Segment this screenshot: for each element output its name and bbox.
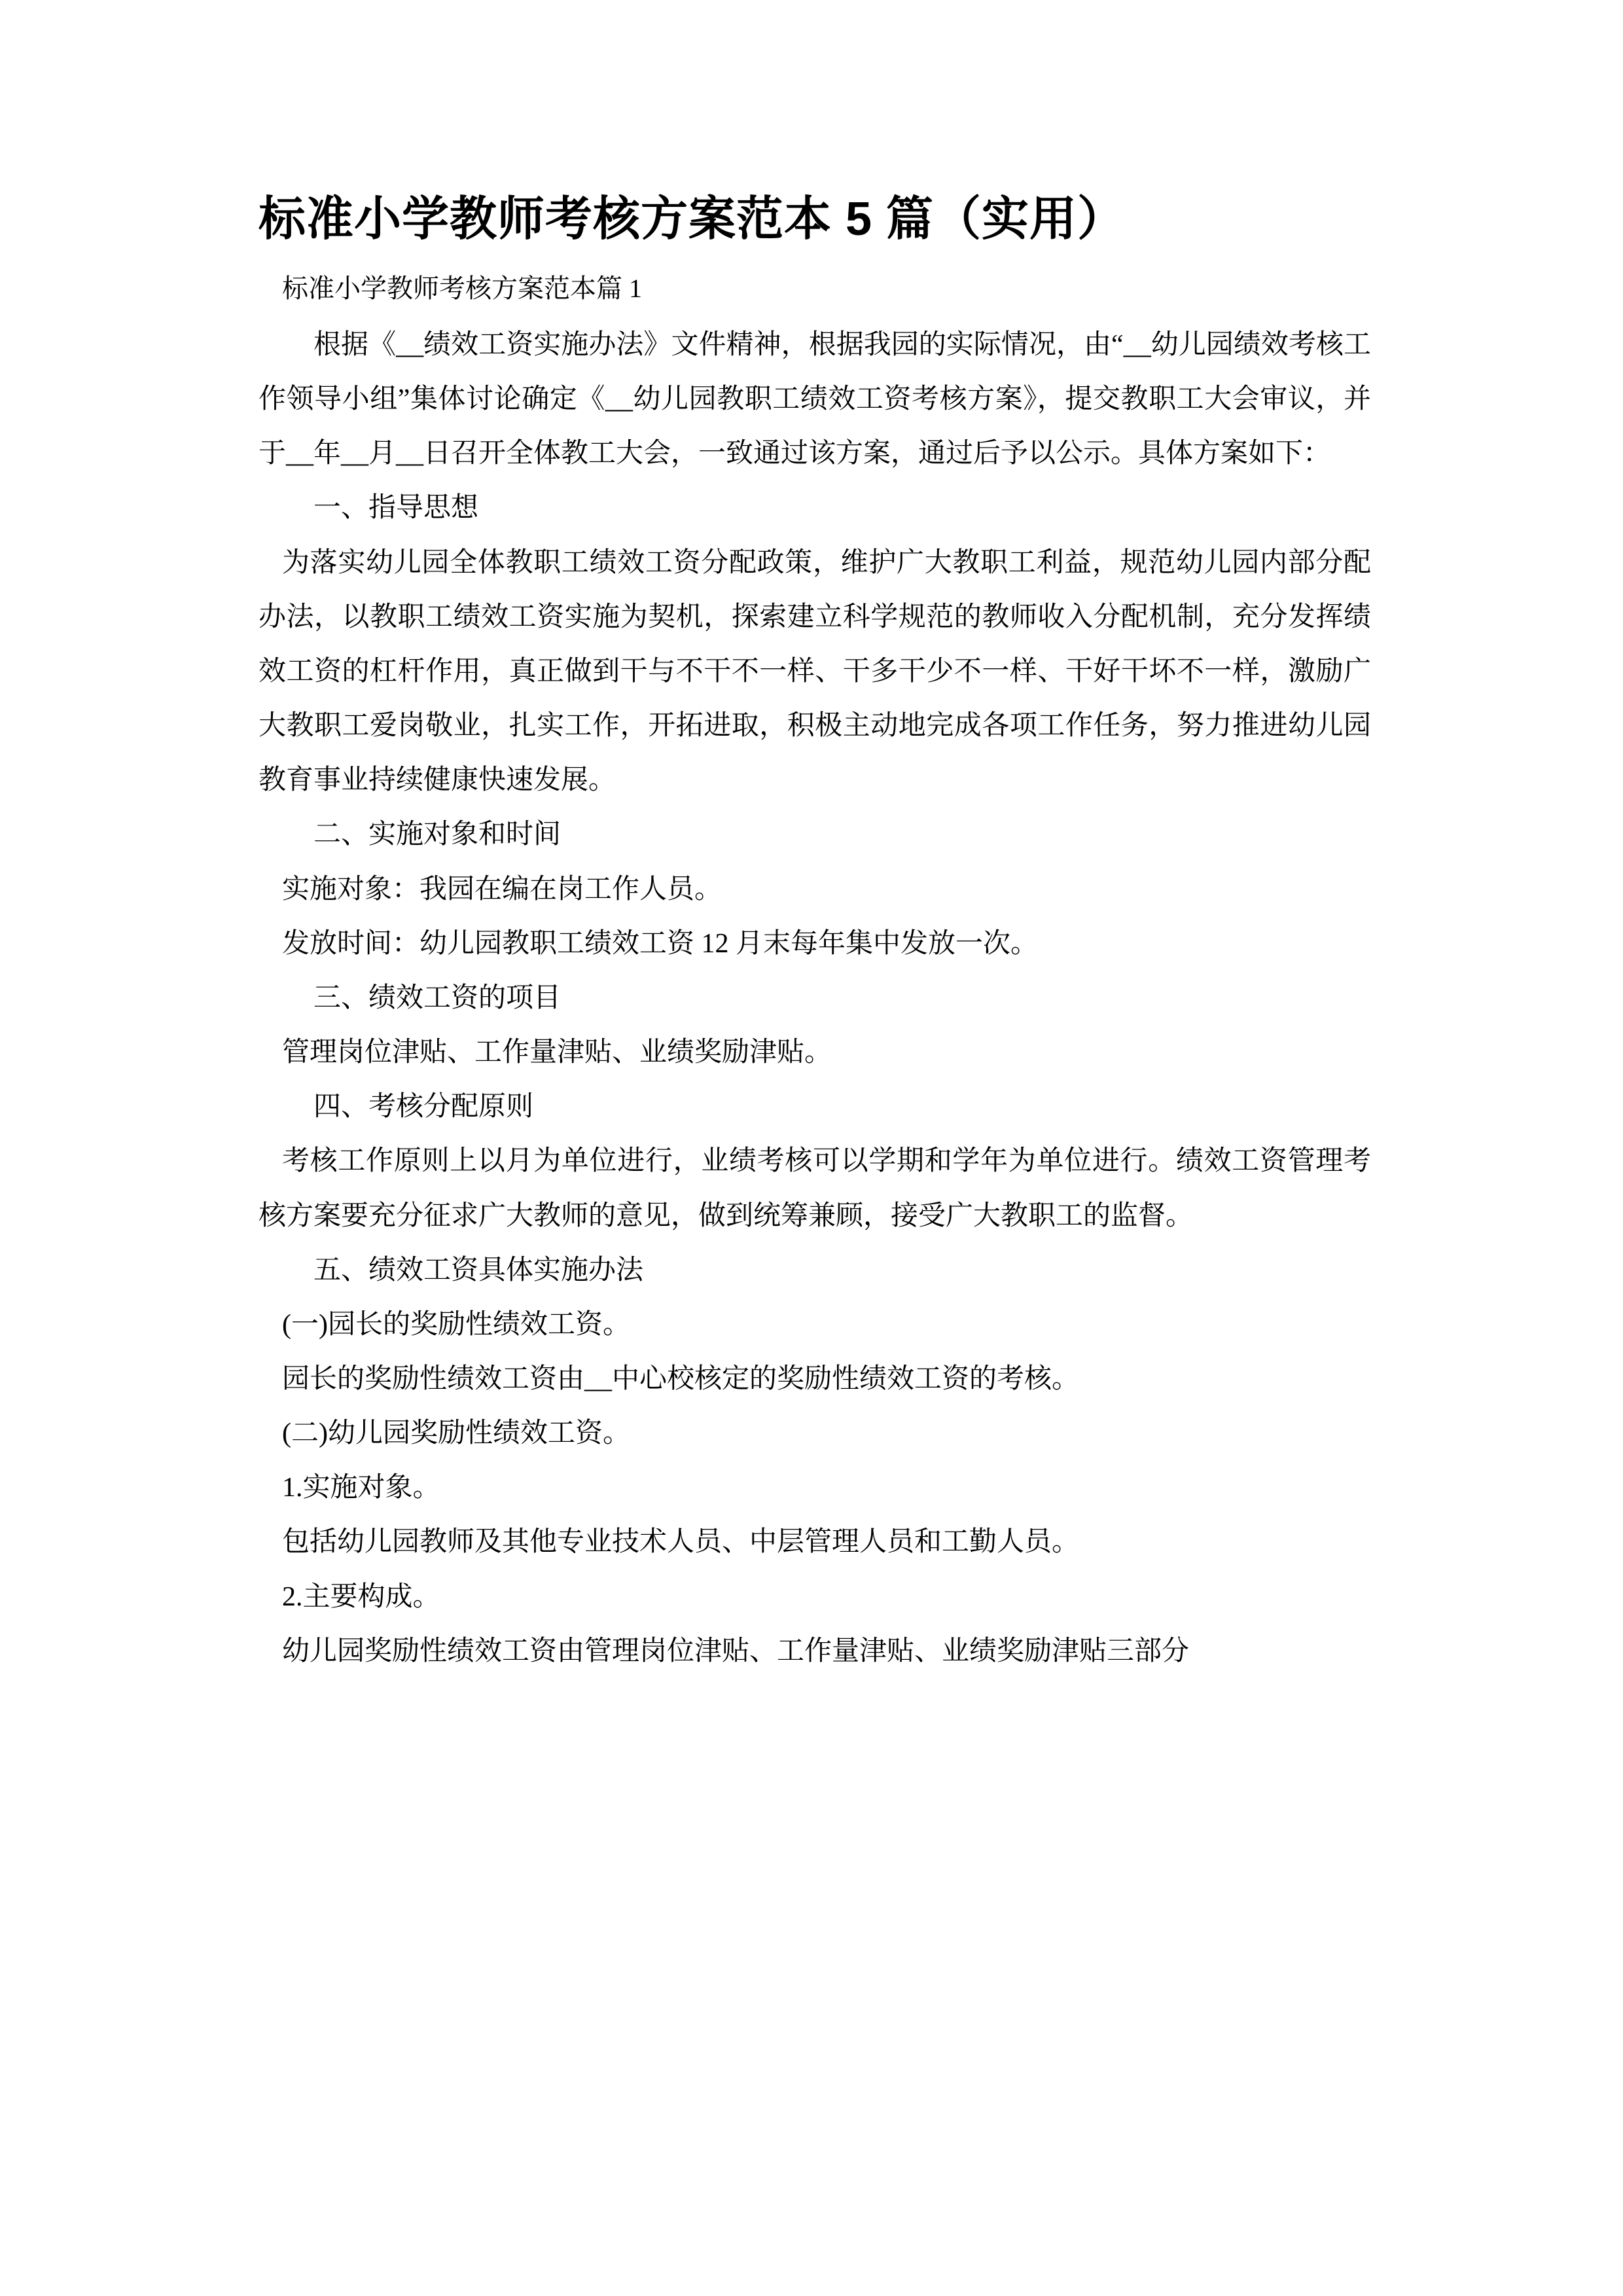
section-heading-3: 三、绩效工资的项目	[313, 982, 562, 1013]
paragraph-5-sub-2: 2.主要构成。	[282, 1581, 440, 1612]
section-heading-4: 四、考核分配原则	[313, 1092, 534, 1122]
section-heading-5: 五、绩效工资具体实施办法	[313, 1255, 644, 1285]
document-body	[259, 190, 1371, 1679]
paragraph-section-2-target: 实施对象：我园在编在岗工作人员。	[282, 874, 722, 905]
document-subtitle: 标准小学教师考核方案范本篇 1	[282, 274, 642, 303]
paragraph-section-4: 考核工作原则上以月为单位进行，业绩考核可以学期和学年为单位进行。绩效工资管理考核方案要充分征求广大教师的意见，做到统筹兼顾，接受广大教职工的监督。	[259, 1146, 1371, 1231]
section-heading-2: 二、实施对象和时间	[313, 819, 562, 850]
paragraph-5-item-b: (二)幼儿园奖励性绩效工资。	[282, 1418, 630, 1449]
paragraph-5-item-a: (一)园长的奖励性绩效工资。	[282, 1309, 630, 1340]
section-heading-1: 一、指导思想	[313, 493, 479, 524]
paragraph-5-sub-1-detail: 包括幼儿园教师及其他专业技术人员、中层管理人员和工勤人员。	[282, 1527, 1080, 1558]
paragraph-section-3: 管理岗位津贴、工作量津贴、业绩奖励津贴。	[282, 1037, 832, 1068]
paragraph-section-2-time: 发放时间：幼儿园教职工绩效工资 12 月末每年集中发放一次。	[282, 928, 1039, 959]
page-title: 标准小学教师考核方案范本 5 篇（实用）	[259, 193, 1126, 245]
paragraph-section-1: 为落实幼儿园全体教职工绩效工资分配政策，维护广大教职工利益，规范幼儿园内部分配办法，以教职工绩效工资实施为契机，探索建立科学规范的教师收入分配机制，充分发挥绩效工资的杠杆作用，真正做到干与不干不一样、干多干少不一样、干好干坏不一样，激励广大教职工爱岗敬业，扎实工作，开拓进取，积极主动地完成各项工作任务，努力推进幼儿园教育事业持续健康快速发展。	[259, 547, 1371, 796]
paragraph-intro: 根据《__绩效工资实施办法》文件精神，根据我园的实际情况，由“__幼儿园绩效考核工作领导小组”集体讨论确定《__幼儿园教职工绩效工资考核方案》，提交教职工大会审议，并于__年__月__日召开全体教工大会，一致通过该方案，通过后予以公示。具体方案如下：	[259, 330, 1371, 469]
paragraph-5-sub-2-detail: 幼儿园奖励性绩效工资由管理岗位津贴、工作量津贴、业绩奖励津贴三部分	[282, 1636, 1190, 1666]
paragraph-5-sub-1: 1.实施对象。	[282, 1473, 440, 1503]
paragraph-5-item-a-detail: 园长的奖励性绩效工资由__中心校核定的奖励性绩效工资的考核。	[282, 1363, 1080, 1394]
